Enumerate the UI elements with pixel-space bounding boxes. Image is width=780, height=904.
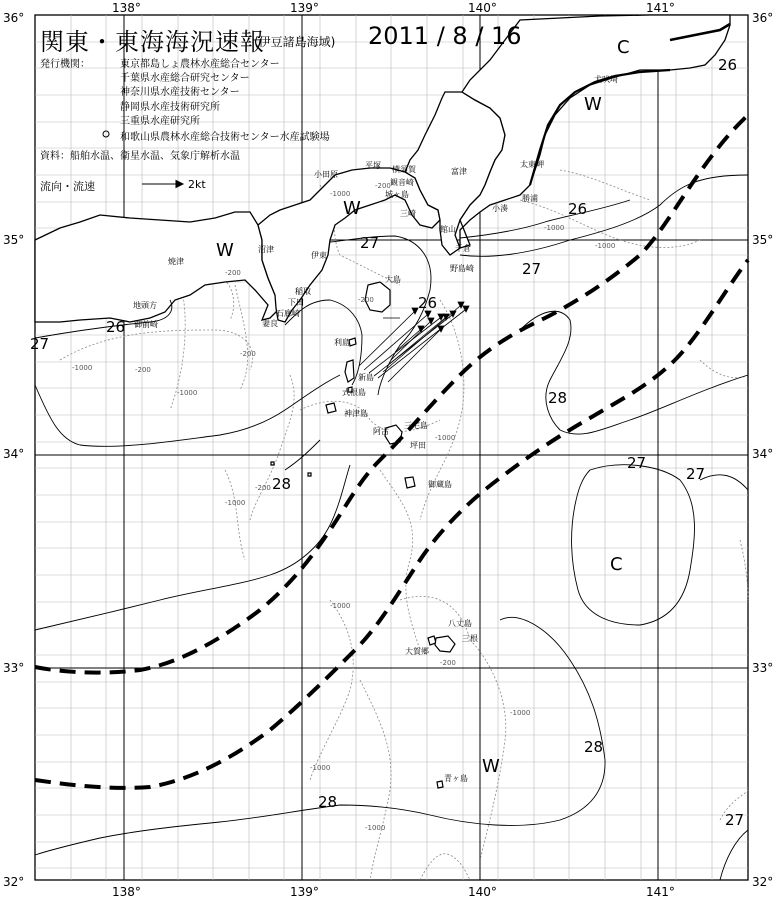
- island-toshima: [349, 338, 356, 346]
- place-futtsu: 富津: [451, 167, 467, 176]
- place-okago: 大賀郷: [405, 647, 429, 656]
- place-shimoda: 下田: [288, 298, 304, 307]
- contour-label-27-corner: 27: [725, 811, 745, 829]
- depth-label-200-g: -200: [358, 296, 374, 304]
- warm-mark-sagami: W: [343, 198, 361, 219]
- depth-label-200-c: -200: [135, 366, 151, 374]
- place-tateyama: 館山: [440, 225, 456, 234]
- island-small-a: [271, 462, 274, 465]
- place-miyakejima: 三宅島: [404, 421, 428, 430]
- current-legend-label: 流向・流速: [40, 180, 95, 193]
- depth-label-1000-j: -1000: [544, 224, 565, 232]
- lat-label-35-right: 35°: [752, 233, 774, 247]
- contour-label-27-far-east: 27: [686, 465, 706, 483]
- lat-label-35-left: 35°: [3, 233, 25, 247]
- island-aogashima: [437, 781, 443, 788]
- contour-label-27-west: 27: [30, 335, 50, 353]
- place-oshima: 大島: [385, 275, 401, 284]
- depth-label-1000-i: -1000: [365, 824, 386, 832]
- institution-2: 千葉県水産総合研究センター: [120, 73, 250, 84]
- place-hachijojima: 八丈島: [448, 619, 472, 628]
- place-miura: 三崎: [400, 209, 416, 218]
- place-inubosaki: 犬吠埼: [594, 75, 618, 84]
- current-legend-unit: 2kt: [188, 178, 206, 191]
- island-mikurajima: [405, 477, 415, 488]
- place-tsubota: 坪田: [410, 441, 426, 450]
- institution-3: 神奈川県水産技術センター: [120, 87, 240, 98]
- contour-label-28-southeast: 28: [584, 738, 604, 756]
- place-kannonzaki: 観音崎: [390, 178, 414, 187]
- place-aogashima: 青ヶ島: [444, 774, 468, 783]
- place-mitsune: 三根: [462, 634, 478, 643]
- lon-label-140-bottom: 140°: [468, 885, 497, 899]
- depth-label-1000-h: -1000: [310, 764, 331, 772]
- depth-label-1000-b: -1000: [72, 364, 93, 372]
- lat-label-32-left: 32°: [3, 875, 25, 889]
- place-shikinejima: 式根島: [342, 388, 366, 397]
- data-sources: 資料：船舶水温、衛星水温、気象庁解析水温: [40, 151, 240, 162]
- place-numazu: 沼津: [258, 245, 274, 254]
- map-date: 2011 / 8 / 16: [368, 22, 522, 50]
- place-irozaki: 石廊崎: [276, 309, 300, 318]
- lon-label-141-bottom: 141°: [646, 885, 675, 899]
- contour-label-28-west: 28: [272, 475, 292, 493]
- contour-label-26-chiba: 26: [568, 200, 588, 218]
- lat-label-33-right: 33°: [752, 661, 774, 675]
- lat-label-34-left: 34°: [3, 447, 25, 461]
- depth-label-200-a: -200: [375, 182, 391, 190]
- place-jitogata: 地頭方: [133, 301, 157, 310]
- contour-label-27-boso: 27: [522, 260, 542, 278]
- lon-label-141-top: 141°: [646, 1, 675, 15]
- place-odawara: 小田原: [314, 170, 338, 179]
- institution-6: 和歌山県農林水産総合技術センター水産試験場: [120, 132, 330, 143]
- place-kozushima: 神津島: [344, 409, 368, 418]
- island-kozushima: [326, 403, 336, 413]
- depth-label-200-d: -200: [240, 350, 256, 358]
- depth-label-200-e: -200: [255, 484, 271, 492]
- place-kominato: 小湊: [492, 204, 508, 213]
- depth-label-1000-g: -1000: [510, 709, 531, 717]
- lon-label-138-bottom: 138°: [112, 885, 141, 899]
- institutions-label: 発行機関：: [40, 59, 90, 70]
- depth-label-1000-a: -1000: [330, 190, 351, 198]
- depth-label-1000-d: -1000: [225, 499, 246, 507]
- lat-label-36-right: 36°: [752, 11, 774, 25]
- lon-label-138-top: 138°: [112, 1, 141, 15]
- place-hiratsuka: 平塚: [365, 161, 381, 170]
- lat-label-34-right: 34°: [752, 447, 774, 461]
- place-mikurajima: 御蔵島: [428, 480, 452, 489]
- place-inatori: 稲取: [295, 287, 311, 296]
- contour-label-27-mid: 27: [360, 234, 380, 252]
- place-niijima: 新島: [358, 373, 374, 382]
- contour-label-28-south: 28: [318, 793, 338, 811]
- place-yokosuka: 横須賀: [392, 165, 416, 174]
- place-toshima: 利島: [334, 338, 350, 347]
- lat-label-33-left: 33°: [3, 661, 25, 675]
- contour-label-26-izu: 26: [418, 294, 438, 312]
- place-taitomisaki: 太東岬: [520, 160, 544, 169]
- lon-label-140-top: 140°: [468, 1, 497, 15]
- place-ako: 阿古: [373, 427, 389, 436]
- lat-label-32-right: 32°: [752, 875, 774, 889]
- place-katsuura: 勝浦: [522, 194, 538, 203]
- depth-label-200-b: -200: [225, 269, 241, 277]
- institution-4: 静岡県水産技術研究所: [120, 102, 220, 113]
- map-title: 関東・東海海況速報: [40, 28, 265, 56]
- depth-label-200-f: -200: [440, 659, 456, 667]
- place-chikura: 千倉: [455, 244, 471, 253]
- cold-mark-eddy: C: [610, 554, 623, 575]
- depth-label-1000-k: -1000: [595, 242, 616, 250]
- place-ito: 伊東: [311, 251, 327, 260]
- island-small-b: [308, 473, 311, 476]
- depth-label-1000-f: -1000: [330, 602, 351, 610]
- warm-mark-south: W: [482, 756, 500, 777]
- place-jogashima: 城ヶ島: [385, 190, 409, 199]
- contour-label-28-east: 28: [548, 389, 568, 407]
- depth-label-1000-c: -1000: [177, 389, 198, 397]
- institution-5: 三重県水産研究所: [120, 116, 200, 127]
- contour-label-26-west: 26: [106, 318, 126, 336]
- place-nojimazaki: 野島崎: [450, 264, 474, 273]
- warm-mark-boso: W: [584, 94, 602, 115]
- warm-mark-suruga: W: [216, 240, 234, 261]
- map-subtitle: (伊豆諸島海域): [254, 35, 336, 49]
- place-omaezaki: 御前崎: [134, 320, 158, 329]
- place-mera: 妻良: [262, 319, 278, 328]
- place-yaizu: 焼津: [168, 257, 184, 266]
- cold-mark-boso: C: [617, 37, 630, 58]
- lon-label-139-top: 139°: [290, 1, 319, 15]
- depth-label-1000-e: -1000: [435, 434, 456, 442]
- contour-label-27-eddy: 27: [627, 454, 647, 472]
- contour-label-26-inubo: 26: [718, 56, 738, 74]
- lat-label-36-left: 36°: [3, 11, 25, 25]
- lon-label-139-bottom: 139°: [290, 885, 319, 899]
- institution-1: 東京都島しょ農林水産総合センター: [120, 59, 280, 70]
